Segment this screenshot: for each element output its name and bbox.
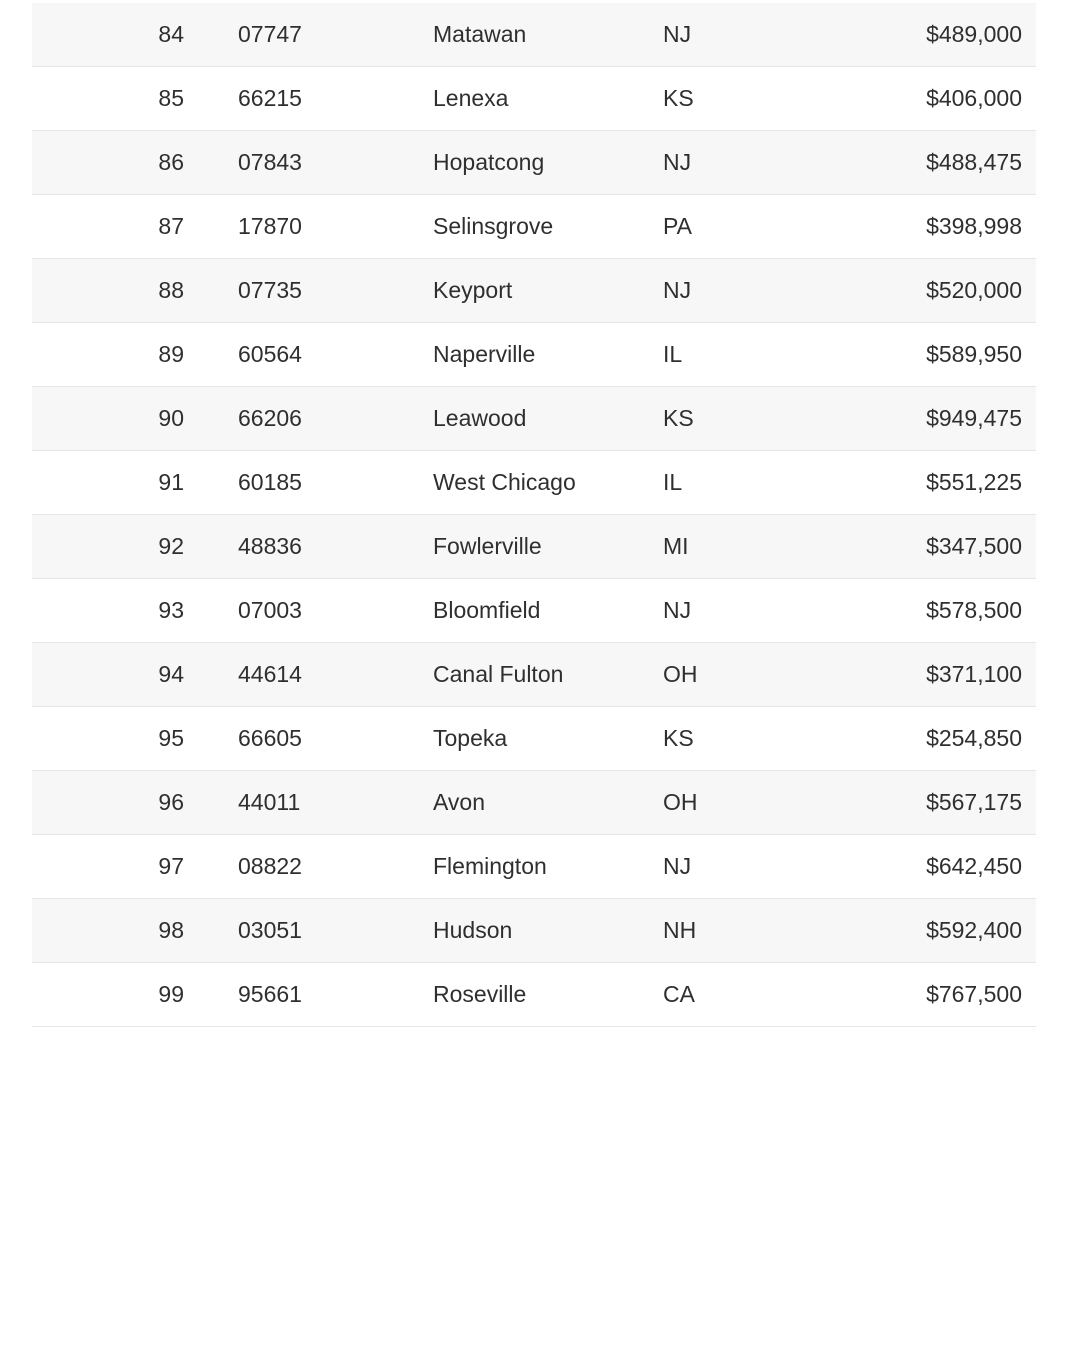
city-cell: Fowlerville	[433, 533, 542, 559]
zip-cell: 66206	[238, 405, 302, 431]
city-cell: Roseville	[433, 981, 527, 1007]
city-cell: Hopatcong	[433, 149, 545, 175]
state-cell: NJ	[663, 21, 692, 47]
state-cell: OH	[663, 789, 698, 815]
rank-cell: 96	[158, 789, 184, 815]
city-cell: Flemington	[433, 853, 547, 879]
table-row	[32, 259, 1036, 323]
rank-cell: 88	[158, 277, 184, 303]
city-cell: Selinsgrove	[433, 213, 554, 239]
state-cell: MI	[663, 533, 689, 559]
city-cell: Avon	[433, 789, 486, 815]
zip-cell: 07003	[238, 597, 302, 623]
table-row	[32, 963, 1036, 1027]
rank-cell: 91	[158, 469, 184, 495]
state-cell: NH	[663, 917, 697, 943]
rank-cell: 97	[158, 853, 184, 879]
state-cell: CA	[663, 981, 695, 1007]
table-row	[32, 67, 1036, 131]
table-row	[32, 515, 1036, 579]
price-cell: $398,998	[926, 213, 1022, 239]
state-cell: NJ	[663, 149, 692, 175]
price-cell: $551,225	[926, 469, 1022, 495]
rank-cell: 95	[158, 725, 184, 751]
table-row	[32, 707, 1036, 771]
table-row	[32, 387, 1036, 451]
city-cell: West Chicago	[433, 469, 576, 495]
zip-cell: 44011	[238, 789, 301, 815]
price-cell: $592,400	[926, 917, 1022, 943]
city-cell: Naperville	[433, 341, 536, 367]
price-cell: $578,500	[926, 597, 1022, 623]
city-cell: Matawan	[433, 21, 527, 47]
state-cell: NJ	[663, 597, 692, 623]
zip-cell: 66215	[238, 85, 302, 111]
price-cell: $642,450	[926, 853, 1022, 879]
rank-cell: 92	[158, 533, 184, 559]
price-cell: $347,500	[926, 533, 1022, 559]
zip-cell: 95661	[238, 981, 302, 1007]
table-row	[32, 323, 1036, 387]
zip-cell: 07735	[238, 277, 302, 303]
zip-cell: 07843	[238, 149, 302, 175]
state-cell: PA	[663, 213, 692, 239]
rank-cell: 90	[158, 405, 184, 431]
price-cell: $589,950	[926, 341, 1022, 367]
state-cell: IL	[663, 341, 683, 367]
state-cell: NJ	[663, 277, 692, 303]
state-cell: KS	[663, 405, 694, 431]
zip-cell: 48836	[238, 533, 302, 559]
zip-cell: 17870	[238, 213, 302, 239]
zip-cell: 08822	[238, 853, 302, 879]
rank-cell: 93	[158, 597, 184, 623]
zip-cell: 44614	[238, 661, 302, 687]
price-cell: $254,850	[926, 725, 1022, 751]
city-cell: Hudson	[433, 917, 513, 943]
table-row	[32, 3, 1036, 67]
price-cell: $567,175	[926, 789, 1022, 815]
zip-cell: 66605	[238, 725, 302, 751]
zip-cell: 03051	[238, 917, 302, 943]
table-row	[32, 451, 1036, 515]
data-table	[32, 3, 1036, 1027]
rank-cell: 87	[158, 213, 184, 239]
city-cell: Leawood	[433, 405, 527, 431]
table-row	[32, 195, 1036, 259]
table-row	[32, 643, 1036, 707]
state-cell: KS	[663, 85, 694, 111]
price-cell: $406,000	[926, 85, 1022, 111]
table-row	[32, 131, 1036, 195]
rank-cell: 86	[158, 149, 184, 175]
city-cell: Topeka	[433, 725, 508, 751]
rank-cell: 85	[158, 85, 184, 111]
price-cell: $767,500	[926, 981, 1022, 1007]
price-cell: $949,475	[926, 405, 1022, 431]
city-cell: Bloomfield	[433, 597, 541, 623]
price-cell: $489,000	[926, 21, 1022, 47]
price-cell: $520,000	[926, 277, 1022, 303]
state-cell: IL	[663, 469, 683, 495]
table-row	[32, 771, 1036, 835]
rank-cell: 84	[158, 21, 184, 47]
state-cell: KS	[663, 725, 694, 751]
price-cell: $371,100	[926, 661, 1022, 687]
rank-cell: 98	[158, 917, 184, 943]
zip-cell: 60185	[238, 469, 302, 495]
table-row	[32, 835, 1036, 899]
rank-cell: 99	[158, 981, 184, 1007]
price-cell: $488,475	[926, 149, 1022, 175]
zip-cell: 07747	[238, 21, 302, 47]
table-row	[32, 899, 1036, 963]
rank-cell: 89	[158, 341, 184, 367]
state-cell: OH	[663, 661, 698, 687]
rank-cell: 94	[158, 661, 184, 687]
city-cell: Lenexa	[433, 85, 509, 111]
state-cell: NJ	[663, 853, 692, 879]
city-cell: Canal Fulton	[433, 661, 564, 687]
city-cell: Keyport	[433, 277, 513, 303]
table-row	[32, 579, 1036, 643]
zip-cell: 60564	[238, 341, 302, 367]
